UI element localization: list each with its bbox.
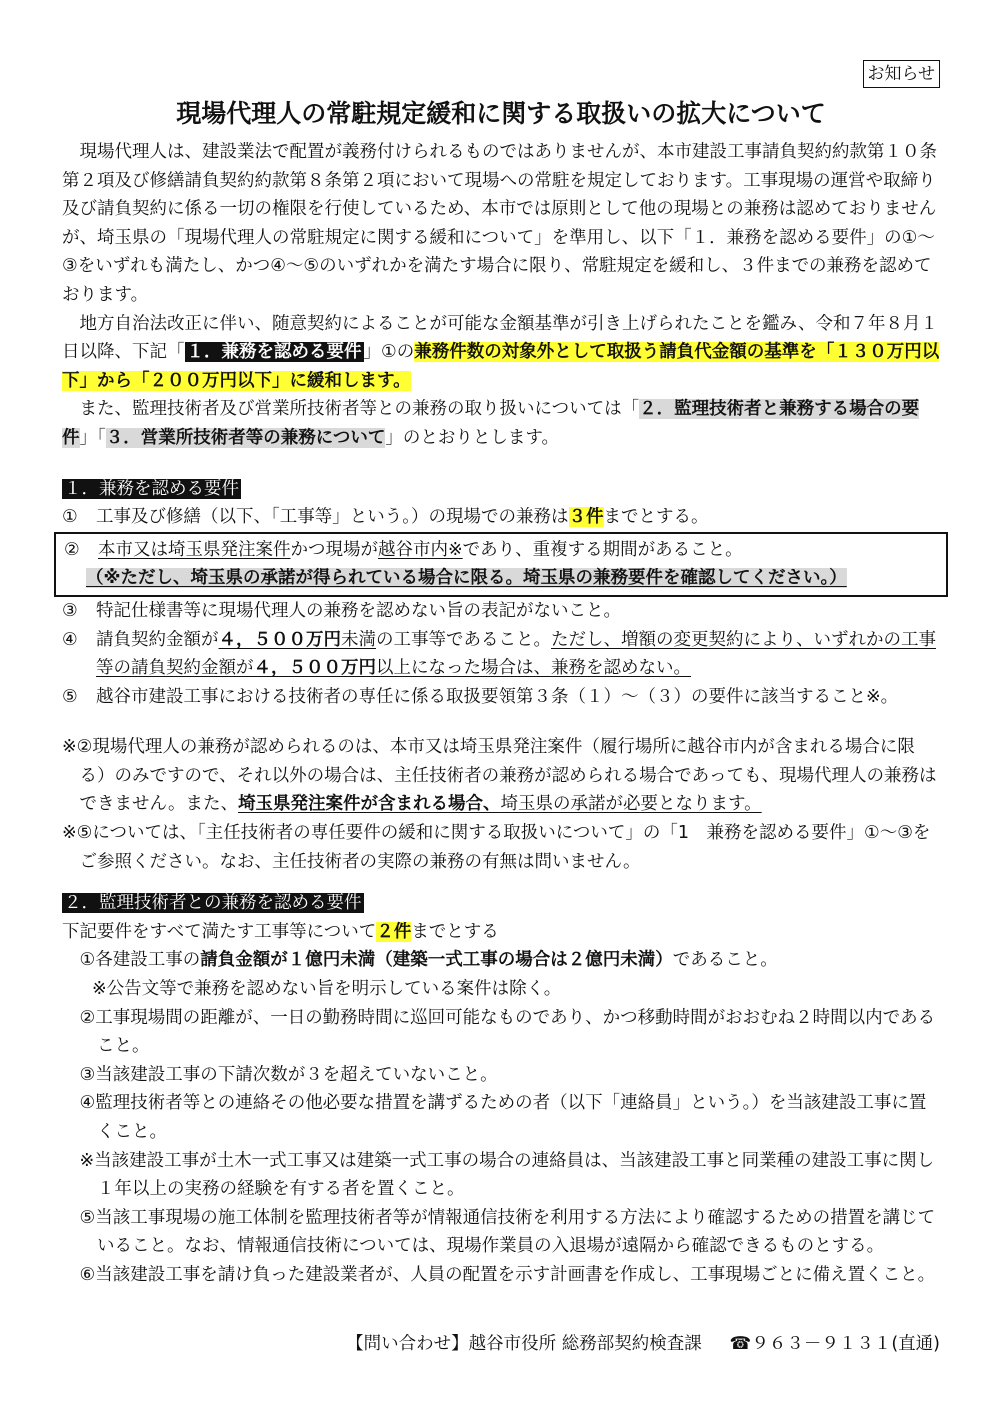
section2-requirement-2: ②工事現場間の距離が、一日の勤務時間に巡回可能なものであり、かつ移動時間がおおむね２時間以内であること。 (79, 1007, 936, 1057)
requirement-item-4 (62, 626, 940, 683)
req-1-text-c: であること。 (672, 950, 778, 971)
note-1-text-a: ※②現場代理人の兼務が認められるのは、本市又は埼玉県発注案件（履行場所に越谷市内が含まれる場合に限る）のみですので、それ以外の場合は、主任技術者の兼務が認められる場合であっても、現場代理人の兼務はできません。また、 (62, 737, 937, 815)
intro-p3-text-mid: 」「 (79, 427, 106, 448)
notice-badge: お知らせ (863, 60, 941, 88)
item-4-text-a: 請負契約金額が (96, 629, 219, 650)
note-1-text-c: 埼玉県の承諾が必要となります。 (500, 794, 762, 815)
intro-paragraph-1: 現場代理人は、建設業法で配置が義務付けられるものではありませんが、本市建設工事請負契約約款第１０条第２項及び修繕請負契約約款第８条第２項において現場への常駐を規定しております。工事現場の運営や取締り及び請負契約に係る一切の権限を行使しているため、本市では原則として他の現場との兼務は認めておりませんが、埼玉県の「現場代理人の常駐規定に関する緩和について」を準用し、以下「１．兼務を認める要件」の①～③をいずれも満たし、かつ④～⑤のいずれかを満たす場合に限り、常駐規定を緩和し、３件までの兼務を認めております。 (62, 142, 937, 305)
section1-reference: １．兼務を認める要件 (186, 342, 362, 363)
item-2-note: （※ただし、埼玉県の承諾が得られている場合に限る。埼玉県の兼務要件を確認してください。） (86, 568, 847, 589)
intro-p2-text-b: 」①の (363, 342, 415, 363)
note-1-text-b: 埼玉県発注案件が含まれる場合、 (238, 794, 501, 815)
item-2-note-line (64, 564, 938, 593)
amount-threshold: ４，５００万円 (218, 629, 341, 650)
intro-paragraph-3 (62, 395, 940, 452)
item-2-underline-1: 本市又は埼玉県発注案件 (98, 539, 291, 560)
item-3-text: 特記仕様書等に現場代理人の兼務を認めない旨の表記がないこと。 (96, 600, 621, 621)
section2-requirement-3: ③当該建設工事の下請次数が３を超えていないこと。 (79, 1064, 498, 1085)
section1-heading: １．兼務を認める要件 (64, 478, 239, 499)
intro-p2-text-a: 地方自治法改正に伴い、随意契約によることが可能な金額基準が引き上げられたことを鑑み、令和７年８月１日以降、下記「 (62, 313, 939, 363)
section2-requirement-5: ⑤当該工事現場の施工体制を監理技術者等が情報通信技術を利用する方法により確認するための措置を講じていること。なお、情報通信技術については、現場作業員の入退場が遠隔から確認できるものとする。 (79, 1207, 936, 1257)
item-number: ⑤ (62, 686, 78, 707)
amount-threshold: ４，５００万円 (253, 658, 376, 679)
item-5-text: 越谷市建設工事における技術者の専任に係る取扱要領第３条（１）～（３）の要件に該当すること※。 (96, 686, 899, 707)
item-4-text-d: の工事等であること。 (376, 629, 551, 650)
contact-phone: ９６３－９１３１(直通) (751, 1334, 940, 1354)
req-1-text-a: ①各建設工事の (79, 950, 201, 971)
section2-reference: ２．監理技術者と兼務する場合の要件 (62, 399, 920, 448)
max-count-highlight-2: ２件 (376, 921, 412, 942)
item-4-text-c: 未満 (341, 629, 376, 650)
intro-p3-text-a: また、監理技術者及び営業所技術者等との兼務の取り扱いについては「 (79, 399, 640, 420)
item-4-text-e: ただし、増額の変更契約により、いずれかの工事等の請負契約金額が (96, 629, 936, 679)
section2-requirement-1 (62, 946, 940, 975)
req-1-amount: 請負金額が１億円未満（建築一式工事の場合は２億円未満） (200, 950, 673, 971)
item-4-text-f: 以上になった場合は、兼務を認めない。 (376, 658, 691, 679)
requirement-item-2 (64, 536, 938, 565)
max-count-highlight: ３件 (568, 507, 604, 528)
note-1 (62, 733, 940, 819)
item-number: ④ (62, 629, 78, 650)
intro-paragraph-2 (62, 310, 940, 396)
section1-heading-line (62, 475, 940, 504)
item-1-text-a: 工事及び修繕（以下、「工事等」という。）の現場での兼務は (96, 507, 569, 528)
section2-requirement-1-note: ※公告文等で兼務を認めない旨を明示している案件は除く。 (92, 979, 562, 1000)
page-title: 現場代理人の常駐規定緩和に関する取扱いの拡大について (176, 99, 826, 128)
item-2-text-2: であり、重複する期間があること。 (462, 539, 743, 560)
note-2: ※⑤については、「主任技術者の専任要件の緩和に関する取扱いについて」の「1 兼務を認める要件」①～③をご参照ください。なお、主任技術者の実際の兼務の有無は問いません。 (62, 823, 931, 872)
intro-p3-text-b: 」のとおりとします。 (385, 427, 560, 448)
requirement-item-1 (62, 503, 940, 532)
section2-lead (62, 918, 940, 947)
document-page (62, 60, 940, 1354)
item-2-text-1: かつ現場が (290, 539, 378, 560)
section2-lead-text-a: 下記要件をすべて満たす工事等について (62, 921, 377, 942)
contact-label: 【問い合わせ】越谷市役所 総務部契約検査課 (346, 1334, 702, 1354)
item-number: ② (64, 539, 80, 560)
item-1-text-b: までとする。 (603, 507, 709, 528)
requirement-item-5 (62, 683, 940, 712)
section2-heading: ２．監理技術者との兼務を認める要件 (64, 893, 362, 914)
section3-reference: ３．営業所技術者等の兼務について (105, 427, 386, 448)
item-2-underline-2: 越谷市内※ (378, 539, 463, 560)
section2-requirement-4-note: ※当該建設工事が土木一式工事又は建築一式工事の場合の連絡員は、当該建設工事と同業種の建設工事に関し１年以上の実務の経験を有する者を置くこと。 (79, 1150, 935, 1200)
phone-icon: ☎ (729, 1334, 752, 1354)
section2-requirement-6: ⑥当該建設工事を請け負った建設業者が、人員の配置を示す計画書を作成し、工事現場ごとに備え置くこと。 (79, 1264, 936, 1285)
requirement-item-3 (62, 597, 940, 626)
section2-lead-text-b: までとする (411, 921, 499, 942)
requirement-item-2-box (54, 532, 948, 597)
section2-heading-line (62, 889, 940, 918)
contact-info (346, 1330, 940, 1359)
section2-requirement-4: ④監理技術者等との連絡その他必要な措置を講ずるための者（以下「連絡員」という。）を当該建設工事に置くこと。 (79, 1093, 927, 1142)
relaxation-highlight: 兼務件数の対象外として取扱う請負代金額の基準を「１３０万円以下」から「２００万円以下」に緩和します。 (62, 342, 940, 391)
item-number: ③ (62, 600, 78, 621)
item-number: ① (62, 507, 78, 528)
